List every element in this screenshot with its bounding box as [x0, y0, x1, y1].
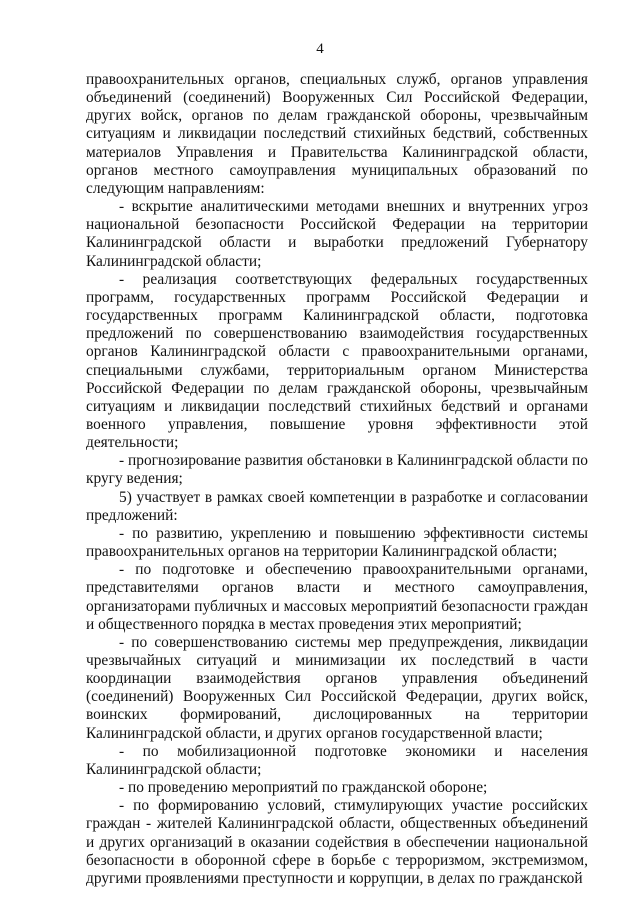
paragraph: - по формированию условий, стимулирующих участие российских граждан - жителей Калининградской области, общественных объединений и других организаций в оказании содействия в обеспечении национальной безопасности в оборонной сфере в борьбе с терроризмом, экстремизмом, другими проявлениями преступности и коррупции, в делах по гражданской: [86, 797, 588, 887]
page-number: 4: [316, 41, 324, 57]
document-body: [86, 71, 588, 888]
paragraph: - вскрытие аналитическими методами внешних и внутренних угроз национальной безопасности Российской Федерации на территории Калининградской области и выработки предложений Губернатору Калининградской области;: [86, 198, 588, 270]
paragraph: - по развитию, укреплению и повышению эффективности системы правоохранительных органов на территории Калининградской области;: [86, 524, 588, 561]
paragraph-continuation: правоохранительных органов, специальных служб, органов управления объединений (соединений) Вооруженных Сил Российской Федерации, других войск, органов по делам гражданской обороны, чрезвычайным ситуациям и ликвидации последствий стихийных бедствий, собственных материалов Управления и Правительства Калининградской области, органов местного самоуправления муниципальных образований по следующим направлениям:: [86, 71, 588, 197]
paragraph: 5) участвует в рамках своей компетенции в разработке и согласовании предложений:: [86, 488, 588, 524]
paragraph: - по совершенствованию системы мер предупреждения, ликвидации чрезвычайных ситуаций и минимизации их последствий в части координации взаимодействия органов управления объединений (соединений) Вооруженных Сил Российской Федерации, других войск, воинских формирований, дислоцированных на территории Калининградской области, и других органов государственной власти;: [86, 633, 588, 742]
paragraph: - прогнозирование развития обстановки в Калининградской области по кругу ведения;: [86, 452, 588, 488]
paragraph: - по подготовке и обеспечению правоохранительными органами, представителями органов власти и местного самоуправления, организаторами публичных и массовых мероприятий безопасности граждан и общественного порядка в местах проведения этих мероприятий;: [86, 561, 588, 633]
paragraph: - по проведению мероприятий по гражданской обороне;: [119, 779, 488, 797]
paragraph: - реализация соответствующих федеральных государственных программ, государственных программ Российской Федерации и государственных программ Калининградской области, подготовка предложений по совершенствованию взаимодействия государственных органов Калининградской области с правоохранительными органами, специальными службами, территориальным органом Министерства Российской Федерации по делам гражданской обороны, чрезвычайным ситуациям и ликвидации последствий стихийных бедствий и органами военного управления, повышение уровня эффективности этой деятельности;: [86, 270, 588, 452]
paragraph: - по мобилизационной подготовке экономики и населения Калининградской области;: [86, 742, 588, 778]
